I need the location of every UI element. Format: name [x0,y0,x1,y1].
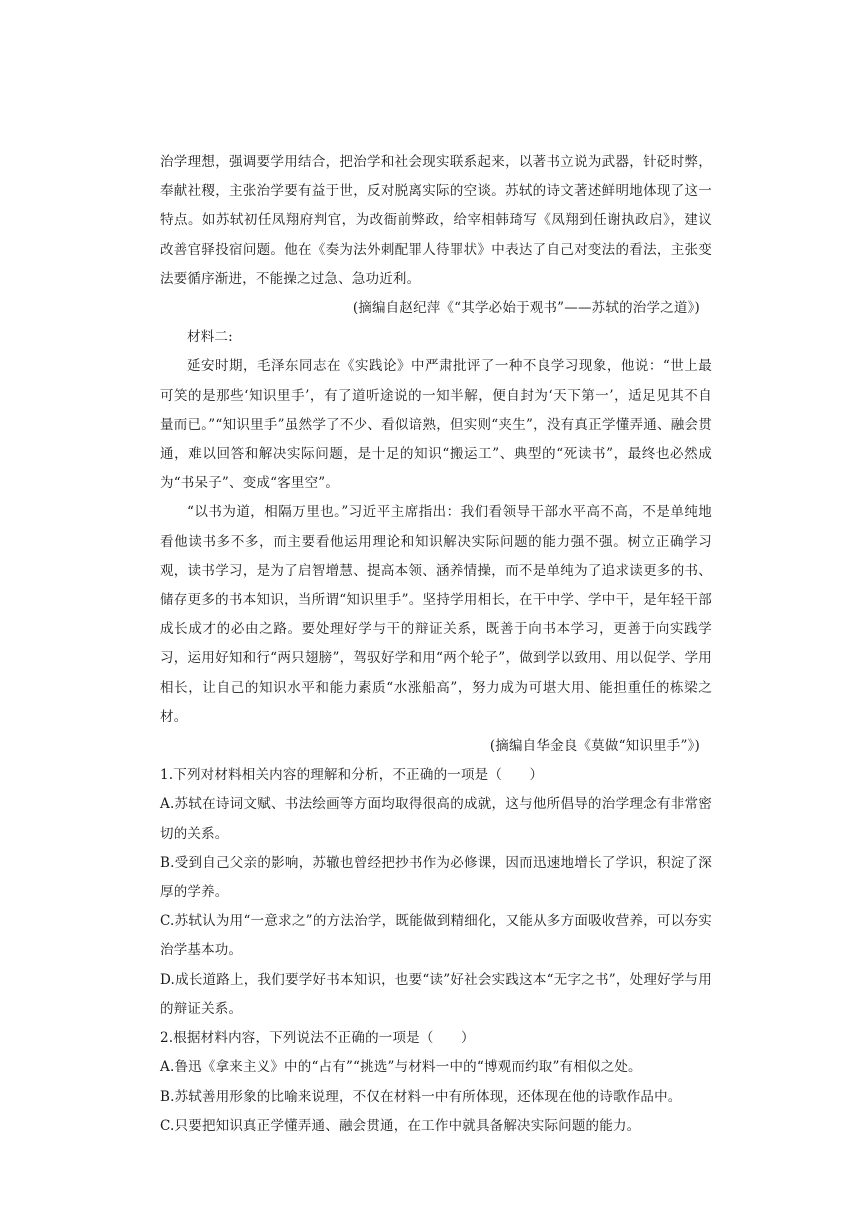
question-1-option-c: C.苏轼认为用“一意求之”的方法治学，既能做到精细化，又能从多方面吸收营养，可以夯实治学基本功。 [160,913,712,959]
source-citation-1: (摘编自赵纪萍《“其学必始于观书”——苏轼的治学之道》) [352,300,700,317]
question-2-stem: 2.根据材料内容，下列说法不正确的一项是（ ） [160,1030,475,1047]
source-citation-2: (摘编自华金良《莫做“知识里手”》) [489,738,700,755]
question-1-option-a: A.苏轼在诗词文赋、书法绘画等方面均取得很高的成就，这与他所倡导的治学理念有非常密切的关系。 [160,796,712,842]
question-2-option-b: B.苏轼善用形象的比喻来说理，不仅在材料一中有所体现，还体现在他的诗歌作品中。 [160,1088,682,1105]
question-1-option-b: B.受到自己父亲的影响，苏辙也曾经把抄书作为必修课，因而迅速地增长了学识，积淀了深厚的学养。 [160,854,712,901]
material-two-heading: 材料二: [187,329,233,346]
question-1-stem: 1.下列对材料相关内容的理解和分析，不正确的一项是（ ） [160,767,544,784]
document-body [160,148,712,1141]
paragraph-material-one-end: 治学理想，强调要学用结合，把治学和社会现实联系起来，以著书立说为武器，针砭时弊，奉献社稷，主张治学要有益于世，反对脱离实际的空谈。苏轼的诗文著述鲜明地体现了这一特点。如苏轼初任凤翔府判官，为改衙前弊政，给宰相韩琦写《凤翔到任谢执政启》，建议改善官驿投宿问题。他在《奏为法外刺配罪人待罪状》中表达了自己对变法的看法，主张变法要循序渐进，不能操之过急、急功近利。 [160,154,712,287]
paragraph-yanan: 延安时期，毛泽东同志在《实践论》中严肃批评了一种不良学习现象，他说：“世上最可笑的是那些‘知识里手’，有了道听途说的一知半解，便自封为‘天下第一’，适足见其不自量而已。”“知识里手”虽然学了不少、看似谙熟，但实则“夹生”，没有真正学懂弄通、融会贯通，难以回答和解决实际问题，是十足的知识“搬运工”、典型的“死读书”，最终也必然成为“书呆子”、变成“客里空”。 [160,358,712,492]
question-1-option-d: D.成长道路上，我们要学好书本知识，也要“读”好社会实践这本“无字之书”，处理好学与用的辩证关系。 [160,971,712,1017]
question-2-option-a: A.鲁迅《拿来主义》中的“占有”“挑选”与材料一中的“博观而约取”有相似之处。 [160,1059,642,1076]
paragraph-xi-quote: “以书为道，相隔万里也。”习近平主席指出：我们看领导干部水平高不高，不是单纯地看他读书多不多，而主要看他运用理论和知识解决实际问题的能力强不强。树立正确学习观，读书学习，是为了启智增慧、提高本领、涵养情操，而不是单纯为了追求读更多的书、储存更多的书本知识，当所谓“知识里手”。坚持学用相长，在干中学、学中干，是年轻干部成长成才的必由之路。要处理好学与干的辩证关系，既善于向书本学习，更善于向实践学习，运用好知和行“两只翅膀”，驾驭好学和用“两个轮子”，做到学以致用、用以促学、学用相长，让自己的知识水平和能力素质“水涨船高”，努力成为可堪大用、能担重任的栋梁之材。 [160,504,712,725]
question-2-option-c: C.只要把知识真正学懂弄通、融会贯通，在工作中就具备解决实际问题的能力。 [160,1117,641,1134]
